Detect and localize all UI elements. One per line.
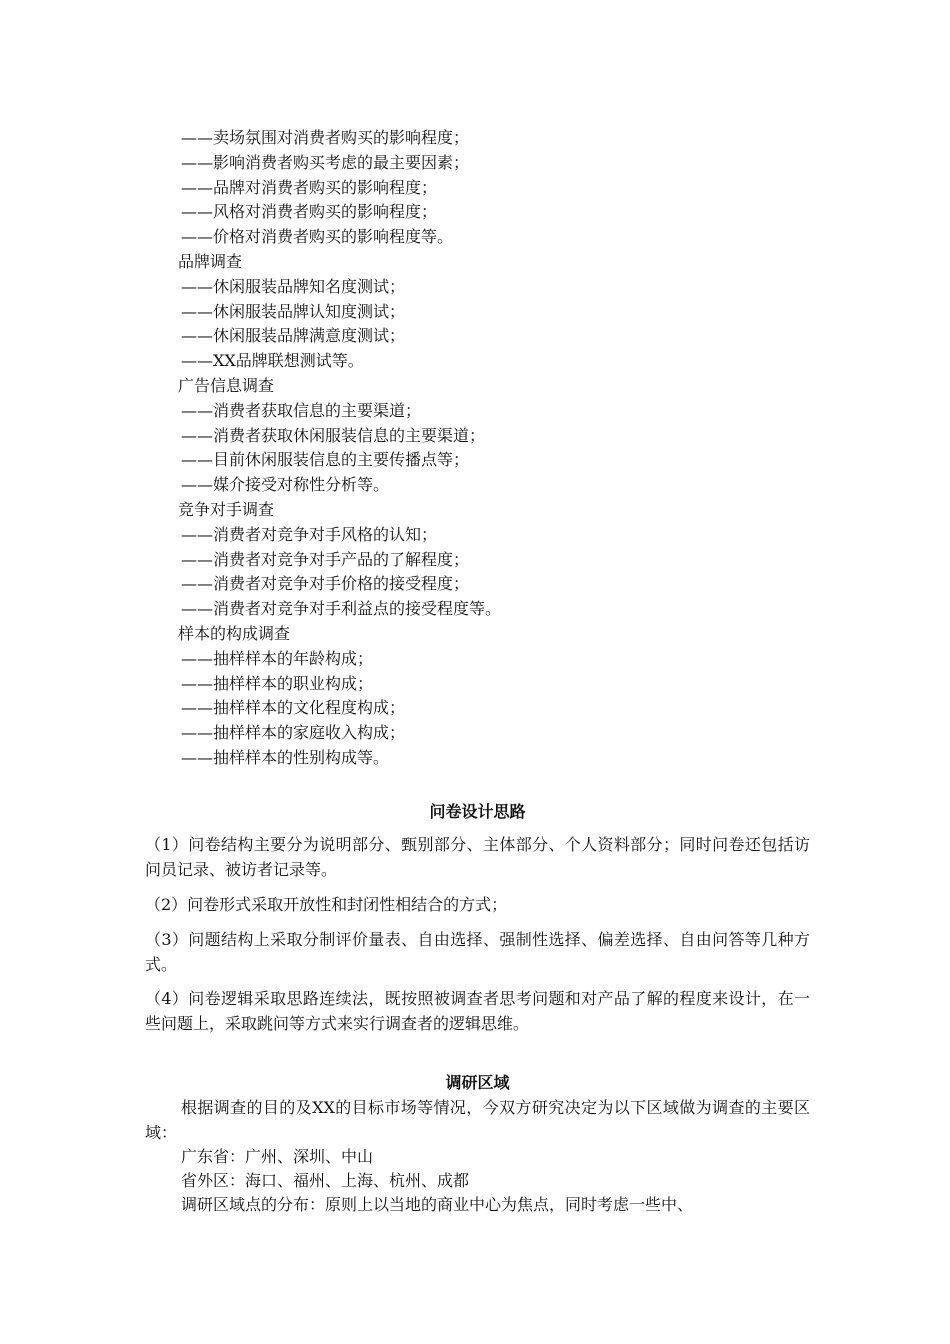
region-distribution: 调研区域点的分布：原则上以当地的商业中心为焦点，同时考虑一些中、 [181, 1195, 694, 1214]
list-item: ——消费者对竞争对手产品的了解程度； [181, 549, 470, 569]
list-item: ——休闲服装品牌满意度测试； [181, 326, 406, 346]
section-heading: 竞争对手调查 [178, 499, 275, 519]
list-item: ——价格对消费者购买的影响程度等。 [181, 227, 454, 247]
list-item: ——消费者对竞争对手利益点的接受程度等。 [181, 599, 502, 619]
list-item: ——XX品牌联想测试等。 [181, 351, 364, 371]
list-item: ——消费者获取休闲服装信息的主要渠道； [181, 425, 486, 445]
list-item: ——抽样样本的文化程度构成； [181, 698, 406, 718]
section-heading: 样本的构成调查 [178, 623, 291, 643]
list-item: ——风格对消费者购买的影响程度； [181, 202, 438, 222]
list-item: ——抽样样本的年龄构成； [181, 648, 374, 668]
list-item: ——消费者对竞争对手风格的认知； [181, 524, 438, 544]
questionnaire-paragraph-3: （3）问题结构上采取分制评价量表、自由选择、强制性选择、偏差选择、自由问答等几种方式。 [145, 930, 810, 974]
list-item: ——媒介接受对称性分析等。 [181, 475, 390, 495]
list-item: ——目前休闲服装信息的主要传播点等； [181, 450, 470, 470]
section-heading: 广告信息调查 [178, 375, 275, 395]
list-item: ——消费者对竞争对手价格的接受程度； [181, 574, 470, 594]
list-item: ——卖场氛围对消费者购买的影响程度； [181, 128, 470, 147]
list-item: ——品牌对消费者购买的影响程度； [181, 177, 438, 197]
region-intro: 根据调查的目的及XX的目标市场等情况，今双方研究决定为以下区域做为调查的主要区域： [145, 1098, 810, 1142]
questionnaire-paragraph-1: （1）问卷结构主要分为说明部分、甄别部分、主体部分、个人资料部分；同时问卷还包括访问员记录、被访者记录等。 [145, 835, 810, 879]
survey-content-list [145, 126, 810, 771]
list-item: ——休闲服装品牌知名度测试； [181, 276, 406, 296]
questionnaire-paragraph-2: （2）问卷形式采取开放性和封闭性相结合的方式； [145, 895, 508, 914]
list-item: ——抽样样本的性别构成等。 [181, 747, 390, 767]
section-heading: 品牌调查 [178, 251, 243, 271]
questionnaire-paragraph-4: （4）问卷逻辑采取思路连续法，既按照被调查者思考问题和对产品了解的程度来设计，在一些问题上，采取跳问等方式来实行调查者的逻辑思维。 [145, 989, 810, 1033]
list-item: ——抽样样本的职业构成； [181, 673, 374, 693]
region-title: 调研区域 [445, 1073, 510, 1092]
list-item: ——抽样样本的家庭收入构成； [181, 723, 406, 743]
list-item: ——休闲服装品牌认知度测试； [181, 301, 406, 321]
list-item: ——消费者获取信息的主要渠道； [181, 400, 422, 420]
region-guangdong: 广东省：广州、深圳、中山 [181, 1147, 374, 1166]
questionnaire-title: 问卷设计思路 [429, 802, 526, 821]
list-item: ——影响消费者购买考虑的最主要因素； [181, 152, 470, 172]
region-outside: 省外区：海口、福州、上海、杭州、成都 [181, 1171, 470, 1190]
